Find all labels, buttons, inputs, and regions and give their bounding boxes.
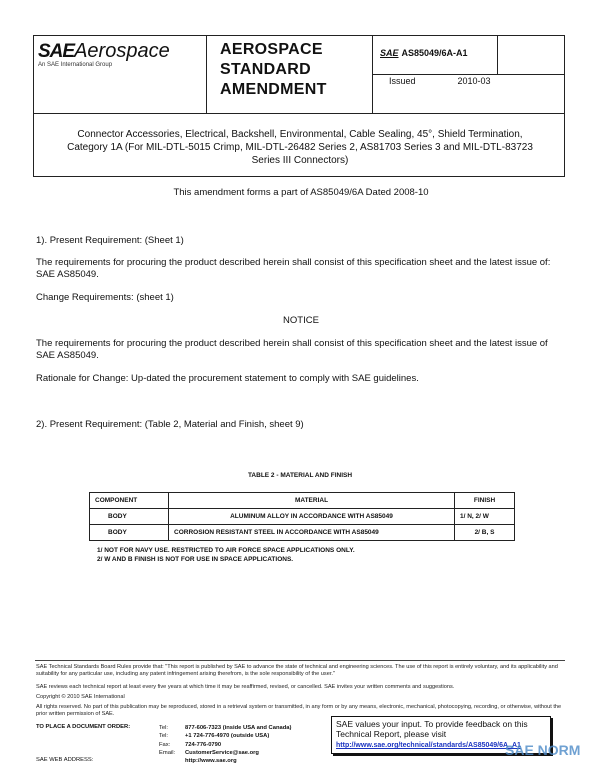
change-heading: Change Requirements: (sheet 1) (36, 292, 174, 303)
footer-rights: All rights reserved. No part of this publication may be reproduced, stored in a retrieval system or transmitted, in any form or by any means, electronic, mechanical, photocopying, recording, or otherwise, without the prior written permission of SAE. (36, 704, 562, 717)
notice-text: The requirements for procuring the product described herein shall consist of this specification sheet and the latest issue of SAE AS85049. (36, 338, 548, 361)
item2-heading: 2). Present Requirement: (Table 2, Material and Finish, sheet 9) (36, 419, 304, 430)
order-label: TO PLACE A DOCUMENT ORDER: (36, 724, 131, 730)
table-row: BODY CORROSION RESISTANT STEEL IN ACCORDANCE WITH AS85049 2/ B, S (90, 525, 515, 541)
amendment-intro: This amendment forms a part of AS85049/6A Dated 2008-10 (173, 187, 429, 198)
table-row: BODY ALUMINUM ALLOY IN ACCORDANCE WITH AS85049 1/ N, 2/ W (90, 509, 515, 525)
feedback-box: SAE values your input. To provide feedback on this Technical Report, please visit http://www.sae.org/technical/standards/AS85049/6A_A1 (331, 716, 551, 754)
sae-aerospace-logo: SAEAerospace An SAE International Group (38, 40, 170, 68)
document-number: SAE AS85049/6A-A1 (380, 48, 468, 58)
notice-heading: NOTICE (283, 315, 319, 326)
document-type-title: AEROSPACE STANDARD AMENDMENT (220, 41, 327, 98)
feedback-link[interactable]: http://www.sae.org/technical/standards/AS85049/6A_A1 (336, 742, 521, 749)
table-title: TABLE 2 - MATERIAL AND FINISH (247, 472, 353, 479)
sae-norm-watermark: SAE NORM (505, 742, 581, 758)
rationale: Rationale for Change: Up-dated the procurement statement to comply with SAE guidelines. (36, 373, 419, 384)
document-subject: Connector Accessories, Electrical, Backshell, Environmental, Cable Sealing, 45°, Shield Termination, Category 1A (For MIL-DTL-5015 Crimp, MIL-DTL-26482 Series 2, AS81703 Series 3 and MIL-DTL-83723 Series III Connectors) (67, 129, 533, 166)
contact-list: Tel: 877-606-7323 (inside USA and Canada) Tel: +1 724-776-4970 (outside USA) Fax: 724-776-0790 Email: CustomerService@sae.org http://www.sae.org (159, 725, 292, 765)
footer-rules: SAE Technical Standards Board Rules provide that: "This report is published by SAE to advance the state of technical and engineering sciences. The use of this report is entirely voluntary, and its applicability and suitability for any particular use, including any patent infringement arising therefrom, is the sole responsibility of the user." (36, 664, 558, 677)
table-header-row: COMPONENT MATERIAL FINISH (90, 493, 515, 509)
table-note-1: 1/ NOT FOR NAVY USE. RESTRICTED TO AIR FORCE SPACE APPLICATIONS ONLY. (97, 547, 355, 554)
item1-text: The requirements for procuring the product described herein shall consist of this specification sheet and the latest issue of: SAE AS85049. (36, 257, 551, 280)
material-finish-table (89, 492, 515, 541)
footer-review: SAE reviews each technical report at least every five years at which time it may be reaffirmed, revised, or cancelled. SAE invites your written comments and suggestions. (36, 684, 455, 690)
issued-date: Issued 2010-03 (389, 76, 491, 86)
table-note-2: 2/ W AND B FINISH IS NOT FOR USE IN SPACE APPLICATIONS. (97, 556, 294, 563)
footer-copyright: Copyright © 2010 SAE International (36, 694, 125, 700)
web-label: SAE WEB ADDRESS: (36, 757, 94, 763)
item1-heading: 1). Present Requirement: (Sheet 1) (36, 235, 184, 246)
email-link[interactable]: CustomerService@sae.org (185, 749, 259, 756)
web-link[interactable]: http://www.sae.org (185, 758, 237, 765)
footer-divider (35, 660, 565, 661)
